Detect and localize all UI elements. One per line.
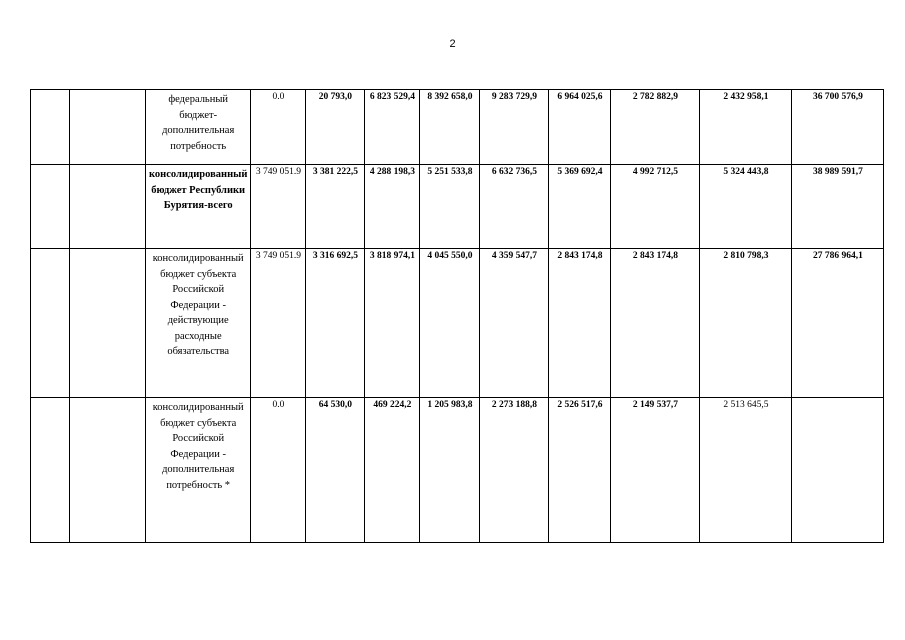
value-cell: 6 964 025,6 <box>549 90 611 165</box>
value-cell: 3 749 051.9 <box>251 165 306 249</box>
value-cell: 6 632 736,5 <box>480 165 549 249</box>
program-cell <box>70 249 146 398</box>
value-cell: 2 273 188,8 <box>480 398 549 543</box>
value-cell: 4 992 712,5 <box>611 165 700 249</box>
table-row <box>31 398 884 543</box>
value-cell: 1 205 983,8 <box>420 398 480 543</box>
value-cell: 2 843 174,8 <box>611 249 700 398</box>
table-row <box>31 249 884 398</box>
value-cell: 2 513 645,5 <box>700 398 792 543</box>
total-cell: 27 786 964,1 <box>792 249 884 398</box>
table-row <box>31 165 884 249</box>
value-cell: 4 045 550,0 <box>420 249 480 398</box>
budget-table <box>30 89 884 543</box>
value-cell: 9 283 729,9 <box>480 90 549 165</box>
value-cell: 469 224,2 <box>365 398 420 543</box>
total-cell: 36 700 576,9 <box>792 90 884 165</box>
value-cell: 3 316 692,5 <box>306 249 365 398</box>
value-cell: 2 810 798,3 <box>700 249 792 398</box>
value-cell: 0.0 <box>251 90 306 165</box>
value-cell: 2 432 958,1 <box>700 90 792 165</box>
index-cell <box>31 90 70 165</box>
value-cell: 4 359 547,7 <box>480 249 549 398</box>
value-cell: 2 149 537,7 <box>611 398 700 543</box>
value-cell: 20 793,0 <box>306 90 365 165</box>
page-number: 2 <box>449 38 456 50</box>
table-row <box>31 90 884 165</box>
value-cell: 3 818 974,1 <box>365 249 420 398</box>
value-cell: 2 526 517,6 <box>549 398 611 543</box>
value-cell: 5 324 443,8 <box>700 165 792 249</box>
value-cell: 64 530,0 <box>306 398 365 543</box>
value-cell: 8 392 658,0 <box>420 90 480 165</box>
value-cell: 5 251 533,8 <box>420 165 480 249</box>
value-cell: 2 843 174,8 <box>549 249 611 398</box>
value-cell: 5 369 692,4 <box>549 165 611 249</box>
value-cell: 2 782 882,9 <box>611 90 700 165</box>
program-cell <box>70 90 146 165</box>
program-cell <box>70 398 146 543</box>
funding-source-label: консолидированный бюджет субъекта Российской Федерации - дополнительная потребность * <box>146 398 251 543</box>
index-cell <box>31 165 70 249</box>
index-cell <box>31 398 70 543</box>
value-cell: 6 823 529,4 <box>365 90 420 165</box>
program-cell <box>70 165 146 249</box>
funding-source-label: консолидированный бюджет Республики Бурятия-всего <box>146 165 251 249</box>
value-cell: 3 381 222,5 <box>306 165 365 249</box>
funding-source-label: федеральный бюджет-дополнительная потребность <box>146 90 251 165</box>
total-cell: 38 989 591,7 <box>792 165 884 249</box>
total-cell <box>792 398 884 543</box>
index-cell <box>31 249 70 398</box>
value-cell: 0.0 <box>251 398 306 543</box>
value-cell: 3 749 051.9 <box>251 249 306 398</box>
funding-source-label: консолидированный бюджет субъекта Российской Федерации - действующие расходные обязательства <box>146 249 251 398</box>
value-cell: 4 288 198,3 <box>365 165 420 249</box>
